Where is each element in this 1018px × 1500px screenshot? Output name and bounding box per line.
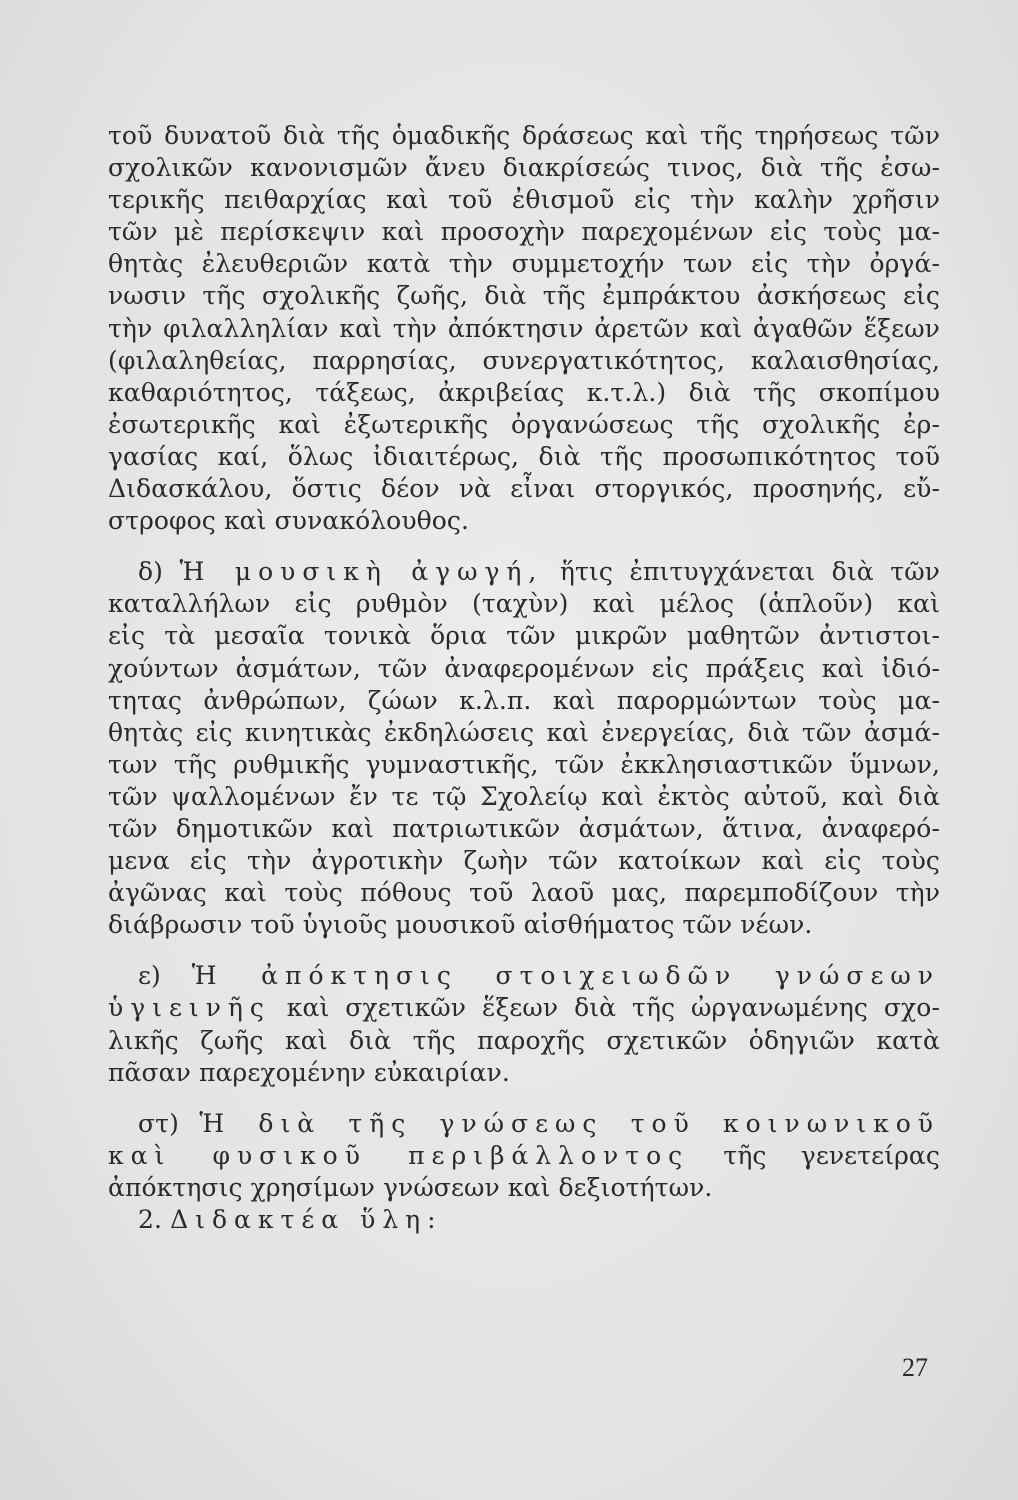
text-line: μενα εἰς τὴν ἀγροτικὴν ζωὴν τῶν κατοίκων καὶ εἰς τοὺς: [108, 846, 940, 876]
spaced-heading: καὶ φυσικοῦ περιβάλλοντος: [108, 1140, 690, 1170]
text-line: τητας ἀνθρώπων, ζώων κ.λ.π. καὶ παρορμώντων τοὺς μα-: [108, 685, 940, 715]
paragraph-environment: [108, 1108, 940, 1204]
item-marker: δ): [138, 557, 180, 587]
spaced-heading: ὑγιεινῆς: [108, 993, 271, 1023]
text-line: ἐσωτερικῆς καὶ ἐξωτερικῆς ὀργανώσεως τῆς σχολικῆς ἐρ-: [108, 409, 940, 439]
text-line: τῶν δημοτικῶν καὶ πατριωτικῶν ἀσμάτων, ἅτινα, ἀναφερό-: [108, 813, 940, 843]
paragraph-1: [108, 120, 940, 537]
text-line: γασίας καί, ὅλως ἰδιαιτέρως, διὰ τῆς προσωπικότητος τοῦ: [108, 441, 940, 471]
text-line: τῶν ψαλλομένων ἔν τε τῷ Σχολείῳ καὶ ἐκτὸς αὐτοῦ, καὶ διὰ: [108, 781, 940, 811]
text-line: (φιλαληθείας, παρρησίας, συνεργατικότητος, καλαισθησίας,: [108, 345, 940, 375]
spaced-heading: Ἡ μουσικὴ ἀγωγή,: [179, 557, 544, 587]
text-line: θητὰς ἐλευθεριῶν κατὰ τὴν συμμετοχήν των εἰς τὴν ὀργά-: [108, 249, 940, 279]
text-line: Διδασκάλου, ὅστις δέον νὰ εἶναι στοργικός, προσηνής, εὔ-: [108, 474, 940, 504]
text-line: τοῦ δυνατοῦ διὰ τῆς ὁμαδικῆς δράσεως καὶ τῆς τηρήσεως τῶν: [108, 121, 940, 150]
text-line: χούντων ἀσμάτων, τῶν ἀναφερομένων εἰς πράξεις καὶ ἰδιό-: [108, 653, 940, 683]
paragraph-music-education: [108, 556, 940, 941]
text-line: [108, 992, 940, 1024]
item-marker: ε): [138, 961, 192, 991]
text-line: πᾶσαν παρεχομένην εὐκαιρίαν.: [108, 1057, 510, 1087]
text-line: σχολικῶν κανονισμῶν ἄνευ διακρίσεώς τινος, διὰ τῆς ἐσω-: [108, 153, 940, 183]
text-line: στροφος καὶ συνακόλουθος.: [108, 506, 470, 536]
text-line: θητὰς εἰς κινητικὰς ἐκδηλώσεις καὶ ἐνεργείας, διὰ τῶν ἀσμά-: [108, 717, 940, 747]
body-text: [108, 120, 940, 1236]
text-line: των τῆς ρυθμικῆς γυμναστικῆς, τῶν ἐκκλησιαστικῶν ὕμνων,: [108, 749, 940, 779]
section-number: 2.: [138, 1205, 171, 1234]
text-line: καταλλήλων εἰς ρυθμὸν (ταχὺν) καὶ μέλος (ἁπλοῦν) καὶ: [108, 589, 940, 619]
text-line: [108, 556, 940, 588]
text-line: καθαριότητος, τάξεως, ἀκριβείας κ.τ.λ.) διὰ τῆς σκοπίμου: [108, 377, 940, 407]
page-number: 27: [902, 1353, 928, 1382]
spaced-heading: Ἡ ἀπόκτησις στοιχειωδῶν γνώσεων: [191, 961, 940, 991]
text-line: λικῆς ζωῆς καὶ διὰ τῆς παροχῆς σχετικῶν ὁδηγιῶν κατὰ: [108, 1025, 940, 1055]
text-line: τῶν μὲ περίσκεψιν καὶ προσοχὴν παρεχομένων εἰς τοὺς μα-: [108, 217, 940, 247]
text-line: [108, 960, 940, 992]
text-line: νωσιν τῆς σχολικῆς ζωῆς, διὰ τῆς ἐμπράκτου ἀσκήσεως εἰς: [108, 281, 940, 311]
text-line: [108, 1204, 940, 1236]
text-fragment: καὶ σχετικῶν ἕξεων διὰ τῆς ὠργανωμένης σχο-: [270, 993, 940, 1023]
text-fragment: ἥτις ἐπιτυγχάνεται διὰ τῶν: [543, 557, 940, 587]
text-line: εἰς τὰ μεσαῖα τονικὰ ὅρια τῶν μικρῶν μαθητῶν ἀντιστοι-: [108, 621, 940, 651]
text-line: τὴν φιλαλληλίαν καὶ τὴν ἀπόκτησιν ἀρετῶν καὶ ἀγαθῶν ἕξεων: [108, 313, 940, 343]
paragraph-hygiene: [108, 960, 940, 1088]
text-line: [108, 1108, 940, 1140]
section-heading: [108, 1204, 940, 1236]
text-line: τερικῆς πειθαρχίας καὶ τοῦ ἐθισμοῦ εἰς τὴν καλὴν χρῆσιν: [108, 185, 940, 215]
text-line: [108, 1140, 940, 1172]
text-line: ἀγῶνας καὶ τοὺς πόθους τοῦ λαοῦ μας, παρεμποδίζουν τὴν: [108, 878, 940, 908]
spaced-heading: Ἡ διὰ τῆς γνώσεως τοῦ κοινωνικοῦ: [199, 1108, 940, 1138]
text-fragment: τῆς γενετείρας: [689, 1140, 940, 1170]
text-line: ἀπόκτησις χρησίμων γνώσεων καὶ δεξιοτήτων.: [108, 1172, 713, 1202]
item-marker: στ): [138, 1108, 200, 1138]
spaced-heading: Διδακτέα ὕλη:: [170, 1205, 443, 1234]
text-line: διάβρωσιν τοῦ ὑγιοῦς μουσικοῦ αἰσθήματος τῶν νέων.: [108, 910, 813, 940]
